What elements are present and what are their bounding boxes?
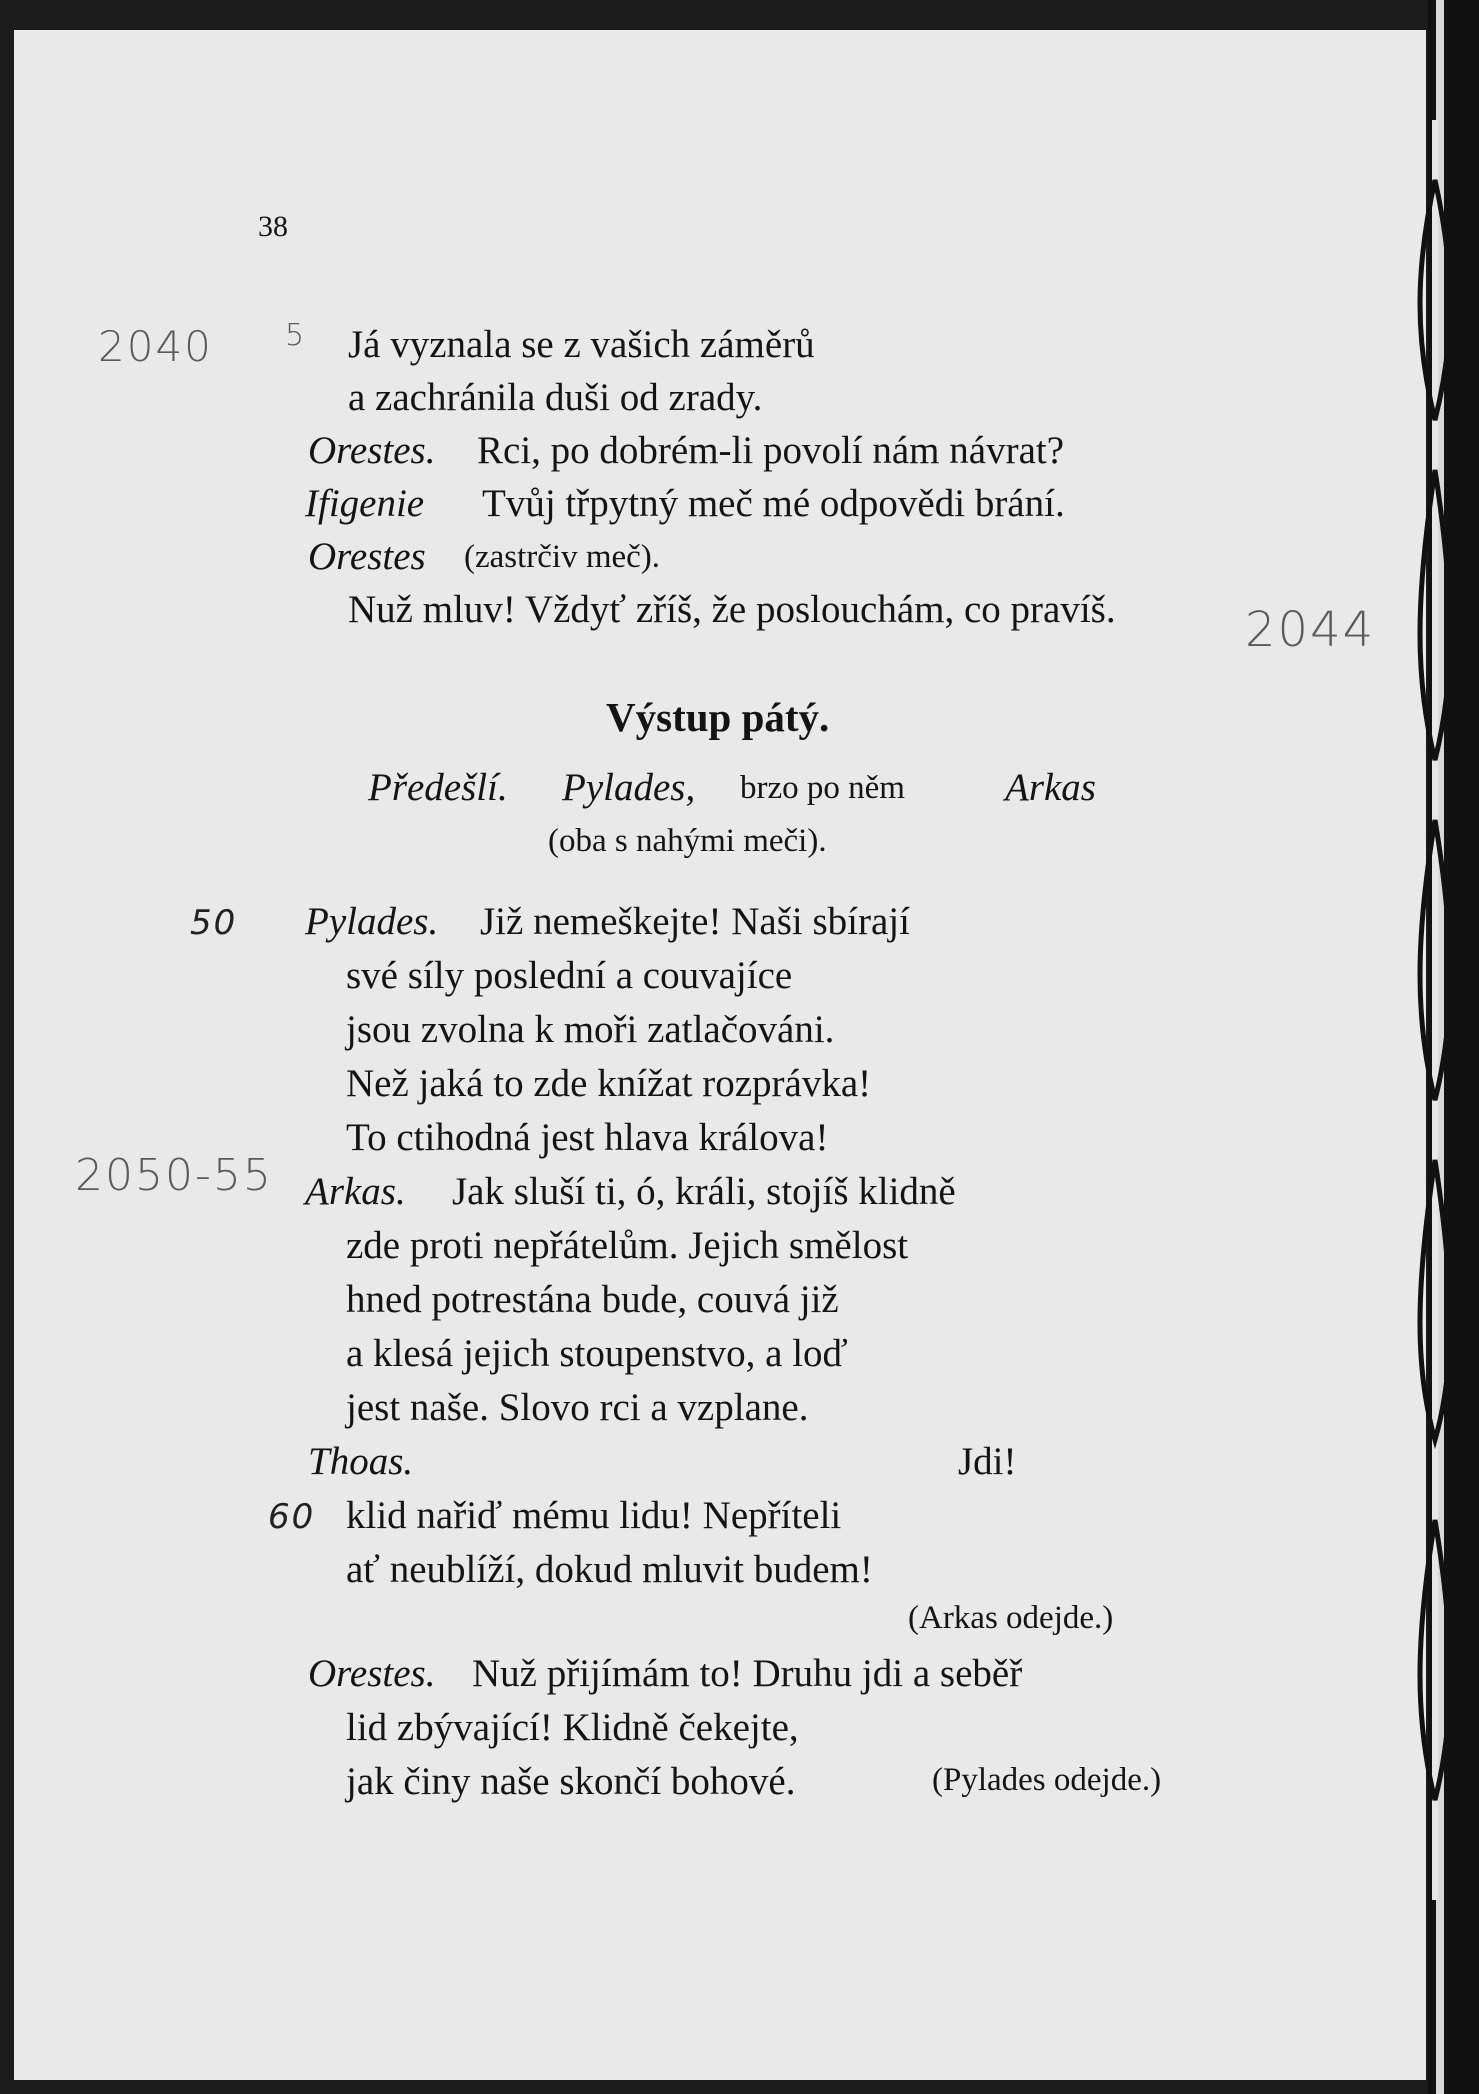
verse-line: hned potrestána bude, couvá již xyxy=(346,1278,839,1321)
margin-note-line-count: 50 xyxy=(190,903,238,943)
verse-line: Tvůj třpytný meč mé odpovědi brání. xyxy=(482,482,1065,525)
page-number: 38 xyxy=(258,210,288,243)
verse-line: Jdi! xyxy=(958,1440,1017,1483)
speaker-thoas: Thoas. xyxy=(308,1440,414,1483)
verse-line: a klesá jejich stoupenstvo, a loď xyxy=(346,1332,848,1375)
speaker-orestes: Orestes. xyxy=(308,429,436,472)
verse-line: Než jaká to zde knížat rozprávka! xyxy=(346,1062,872,1105)
cast-list-pylades: Pylades, xyxy=(562,766,696,809)
margin-note-line-count-60: 60 xyxy=(268,1497,316,1537)
verse-line: Rci, po dobrém-li povolí nám návrat? xyxy=(477,429,1065,472)
margin-note-range: 2050-55 xyxy=(75,1150,273,1201)
cast-list-arkas: Arkas xyxy=(1005,766,1096,809)
margin-note-line-number: 2040 xyxy=(98,322,213,371)
stage-direction: (zastrčiv meč). xyxy=(464,539,661,575)
speaker-orestes: Orestes. xyxy=(308,1652,436,1695)
cast-list-predesli: Předešlí. xyxy=(368,766,508,809)
verse-line: ať neublíží, dokud mluvit budem! xyxy=(346,1548,873,1591)
verse-line: své síly poslední a couvajíce xyxy=(346,954,793,997)
stage-direction: (Pylades odejde.) xyxy=(932,1762,1162,1798)
verse-line: jest naše. Slovo rci a vzplane. xyxy=(346,1386,809,1429)
spine-ornament xyxy=(1410,120,1460,1900)
scene-title: Výstup pátý. xyxy=(606,694,830,740)
verse-line: Nuž mluv! Vždyť zříš, že poslouchám, co pravíš. xyxy=(348,588,1116,631)
verse-line: klid nařiď mému lidu! Nepříteli xyxy=(346,1494,842,1537)
verse-line: Již nemeškejte! Naši sbírají xyxy=(480,900,910,943)
speaker-pylades: Pylades. xyxy=(305,900,439,943)
stage-direction: (oba s nahými meči). xyxy=(548,823,827,859)
stage-direction: (Arkas odejde.) xyxy=(908,1600,1114,1636)
speaker-arkas: Arkas. xyxy=(305,1170,406,1213)
margin-note-line-number-right: 2044 xyxy=(1245,602,1376,658)
verse-line: Nuž přijímám to! Druhu jdi a seběř xyxy=(472,1652,1023,1695)
speaker-ifigenie: Ifigenie xyxy=(305,482,425,525)
speaker-orestes: Orestes xyxy=(308,535,426,578)
verse-line: To ctihodná jest hlava králova! xyxy=(346,1116,829,1159)
verse-line: jsou zvolna k moři zatlačováni. xyxy=(346,1008,835,1051)
verse-line: Já vyznala se z vašich záměrů xyxy=(348,323,815,366)
margin-note-count: 5 xyxy=(285,318,307,353)
verse-line: jak činy naše skončí bohové. xyxy=(346,1760,796,1803)
verse-line: a zachránila duši od zrady. xyxy=(348,376,763,419)
cast-list-note: brzo po něm xyxy=(740,770,905,806)
verse-line: lid zbývající! Klidně čekejte, xyxy=(346,1706,799,1749)
verse-line: Jak sluší ti, ó, králi, stojíš klidně xyxy=(452,1170,956,1213)
verse-line: zde proti nepřátelům. Jejich smělost xyxy=(346,1224,909,1267)
